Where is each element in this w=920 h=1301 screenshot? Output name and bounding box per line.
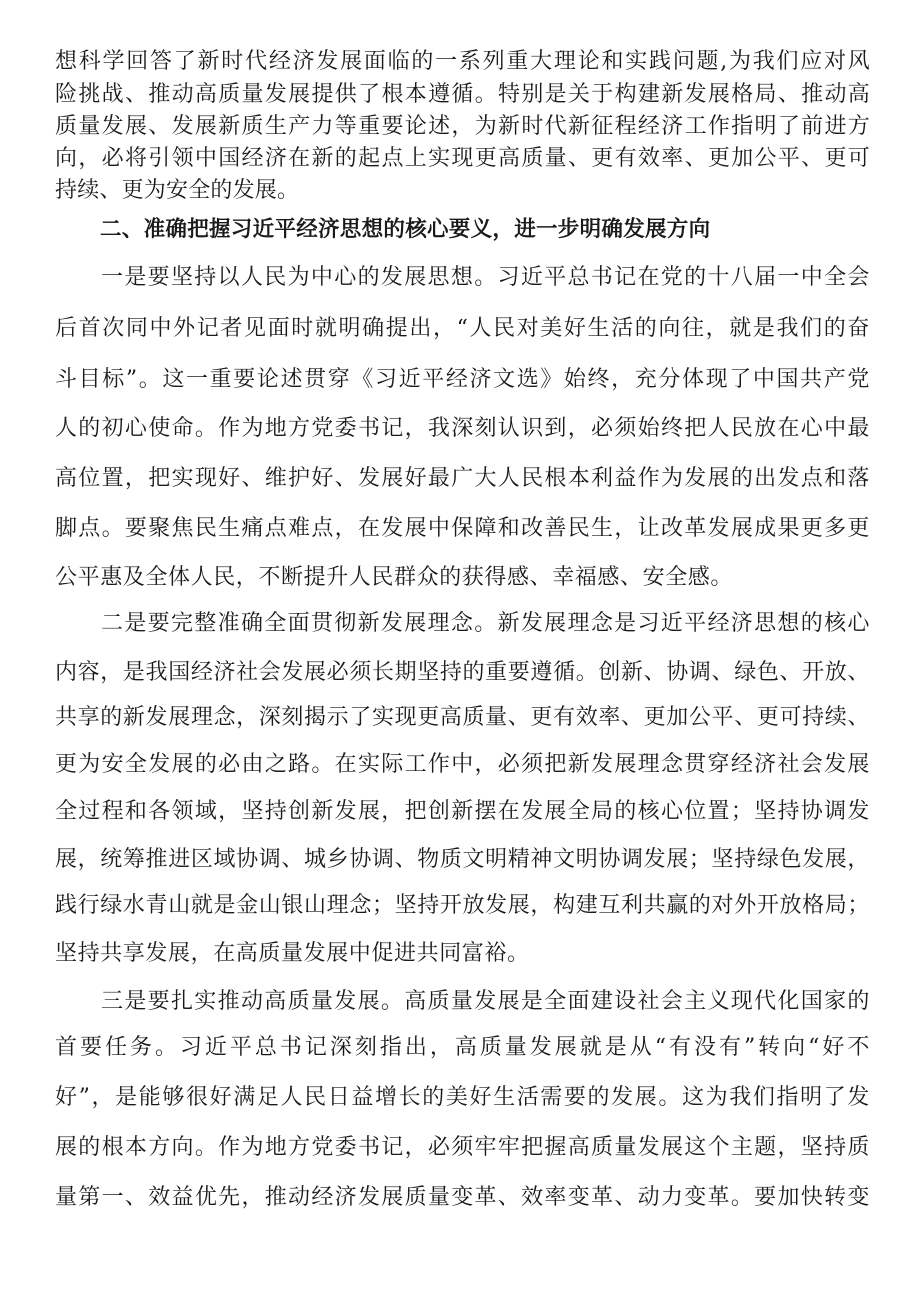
paragraph-line: 共享的新发展理念，深刻揭示了实现更高质量、更有效率、更加公平、更可持续、 (55, 705, 870, 730)
intro-line: 持续、更为安全的发展。 (55, 178, 300, 203)
paragraph-line: 好”，是能够很好满足人民日益增长的美好生活需要的发展。这为我们指明了发 (55, 1085, 870, 1110)
paragraph-line: 全过程和各领域，坚持创新发展，把创新摆在发展全局的核心位置；坚持协调发 (55, 799, 870, 824)
intro-line: 险挑战、推动高质量发展提供了根本遵循。特别是关于构建新发展格局、推动高 (55, 82, 870, 107)
paragraph-line: 三是要扎实推动高质量发展。高质量发展是全面建设社会主义现代化国家的 (101, 989, 870, 1014)
paragraph-line: 展，统筹推进区域协调、城乡协调、物质文明精神文明协调发展；坚持绿色发展， (55, 847, 870, 872)
paragraph-line: 后首次同中外记者见面时就明确提出，“人民对美好生活的向往，就是我们的奋 (55, 316, 870, 341)
paragraph-line: 内容，是我国经济社会发展必须长期坚持的重要遵循。创新、协调、绿色、开放、 (55, 660, 870, 685)
paragraph-line: 公平惠及全体人民，不断提升人民群众的获得感、幸福感、安全感。 (55, 565, 734, 590)
paragraph-line: 践行绿水青山就是金山银山理念；坚持开放发展，构建互利共赢的对外开放格局； (55, 893, 870, 918)
paragraph-line: 高位置，把实现好、维护好、发展好最广大人民根本利益作为发展的出发点和落 (55, 466, 870, 491)
paragraph-line: 坚持共享发展，在高质量发展中促进共同富裕。 (55, 941, 530, 966)
paragraph-line: 首要任务。习近平总书记深刻指出，高质量发展就是从“有没有”转向“好不 (55, 1035, 870, 1060)
paragraph-line: 脚点。要聚焦民生痛点难点，在发展中保障和改善民生，让改革发展成果更多更 (55, 516, 870, 541)
paragraph-line: 二是要完整准确全面贯彻新发展理念。新发展理念是习近平经济思想的核心 (101, 611, 870, 636)
intro-line: 质量发展、发展新质生产力等重要论述，为新时代新征程经济工作指明了前进方 (55, 114, 870, 139)
paragraph-line: 斗目标”。这一重要论述贯穿《习近平经济文选》始终，充分体现了中国共产党 (55, 367, 870, 392)
paragraph-line: 人的初心使命。作为地方党委书记，我深刻认识到，必须始终把人民放在心中最 (55, 416, 870, 441)
intro-line: 想科学回答了新时代经济发展面临的一系列重大理论和实践问题,为我们应对风 (55, 49, 870, 74)
paragraph-line: 一是要坚持以人民为中心的发展思想。习近平总书记在党的十八届一中全会 (101, 265, 870, 290)
paragraph-line: 量第一、效益优先，推动经济发展质量变革、效率变革、动力变革。要加快转变 (55, 1185, 870, 1210)
paragraph-line: 更为安全发展的必由之路。在实际工作中，必须把新发展理念贯穿经济社会发展 (55, 752, 870, 777)
intro-line: 向，必将引领中国经济在新的起点上实现更高质量、更有效率、更加公平、更可 (55, 146, 870, 171)
section-heading: 二、准确把握习近平经济思想的核心要义，进一步明确发展方向 (100, 217, 711, 242)
paragraph-line: 展的根本方向。作为地方党委书记，必须牢牢把握高质量发展这个主题，坚持质 (55, 1135, 870, 1160)
